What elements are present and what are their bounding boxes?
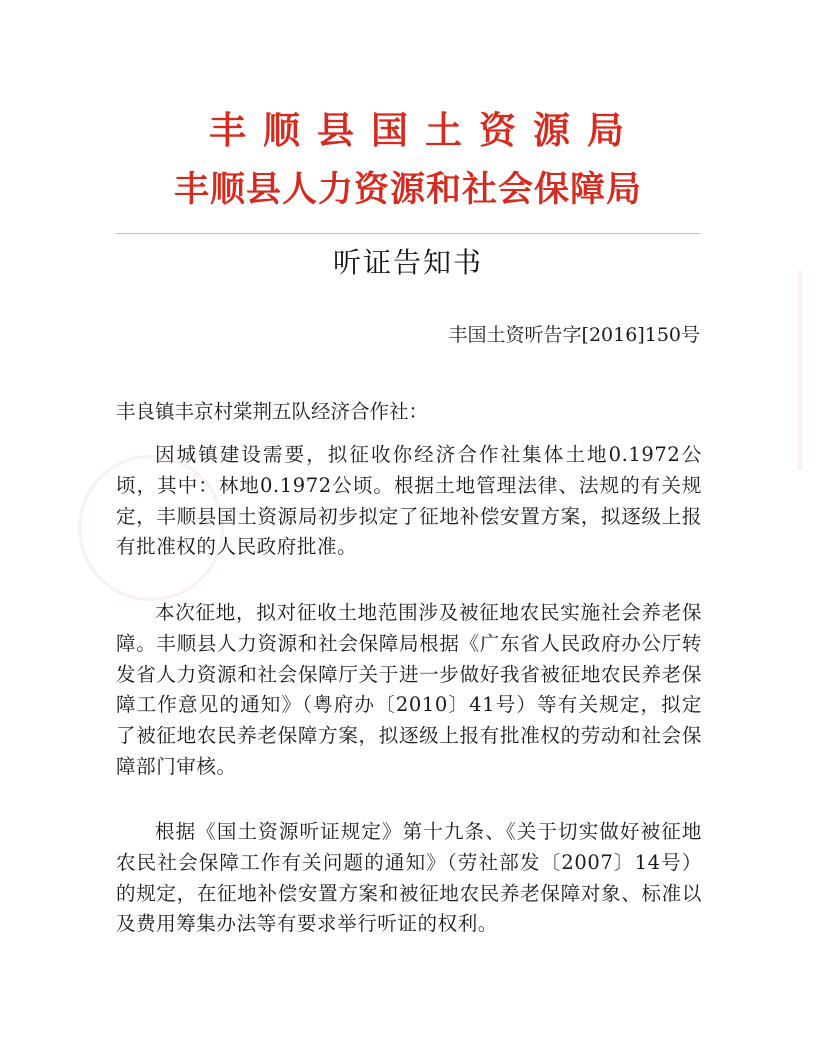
issuer-name-hr-bureau: 丰顺县人力资源和社会保障局 [173,169,642,210]
addressee: 丰良镇丰京村棠荆五队经济合作社： [116,400,429,423]
body-paragraph-2: 本次征地，拟对征收土地范围涉及被征地农民实施社会养老保障。丰顺县人力资源和社会保障局根据《广东省人民政府办公厅转发省人力资源和社会保障厅关于进一步做好我省被征地农民养老保障工作意见的通知》（粤府办〔2010〕41号）等有关规定，拟定了被征地农民养老保障方案，拟逐级上报有批准权的劳动和社会保障部门审核。 [116,601,702,778]
body-paragraph-1: 因城镇建设需要，拟征收你经济合作社集体土地0.1972公顷，其中：林地0.1972公顷。根据土地管理法律、法规的有关规定，丰顺县国土资源局初步拟定了征地补偿安置方案，拟逐级上报有批准权的人民政府批准。 [116,443,702,559]
issuer-name-land-bureau: 丰顺县国土资源局 [209,108,641,152]
scan-edge-mark [798,270,802,470]
document-title: 听证告知书 [332,246,483,279]
document-number: 丰国土资听告字[2016]150号 [448,324,700,346]
body-paragraph-3: 根据《国土资源听证规定》第十九条、《关于切实做好被征地农民社会保障工作有关问题的通知》（劳社部发〔2007〕14号）的规定，在征地补偿安置方案和被征地农民养老保障对象、标准以及费用筹集办法等有要求举行听证的权利。 [116,820,702,936]
header-divider [116,233,700,234]
